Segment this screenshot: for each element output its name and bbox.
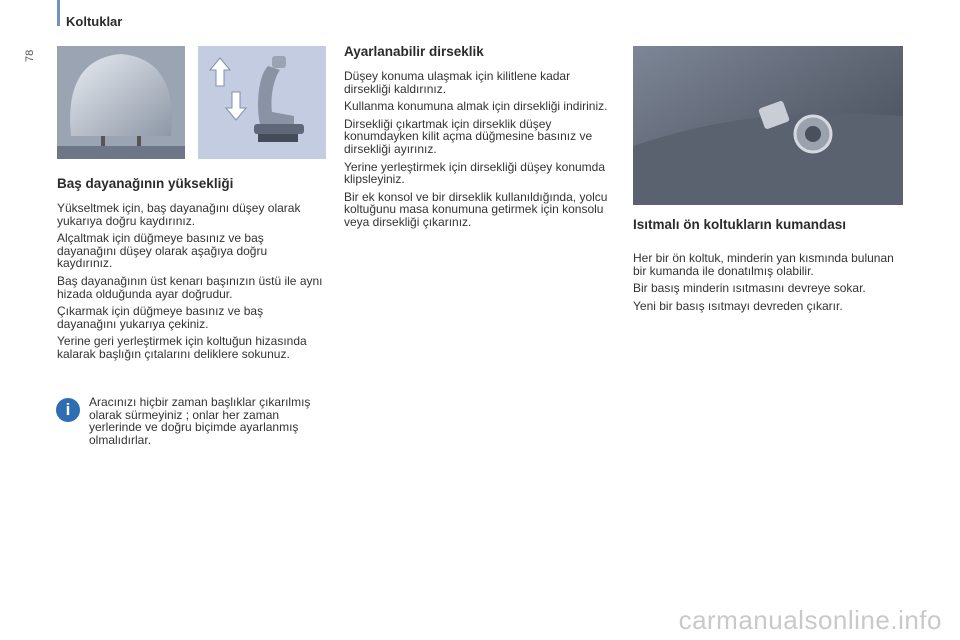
heating-heading: Isıtmalı ön koltukların kumandası [633,217,847,232]
paragraph: Kullanma konumuna almak için dirsekliği indiriniz. [344,99,608,114]
headrest-text [57,202,325,366]
headrest-illustration [57,46,185,159]
information-icon: i [56,398,80,422]
headrest-heading: Baş dayanağının yüksekliği [57,176,234,191]
headrest-figure [57,46,185,159]
paragraph: Dirsekliği çıkartmak için dirseklik düşey konumdayken kilit açma düğmesine basınız ve dirsekliği ayırınız. [344,116,593,156]
page-number: 78 [24,49,36,62]
paragraph: Çıkarmak için düğmeye basınız ve baş dayanağını yukarıya çekiniz. [57,304,264,331]
paragraph: Düşey konuma ulaşmak için kilitlene kadar dirsekliği kaldırınız. [344,69,571,96]
paragraph: Bir ek konsol ve bir dirseklik kullanıldığında, yolcu koltuğunu masa konumuna getirmek için konsolu veya dirsekliği çıkarınız. [344,189,608,229]
paragraph: Yerine geri yerleştirmek için koltuğun hizasında kalarak başlığın çıtalarını deliklere sokunuz. [57,334,307,361]
heated-seat-control-figure [633,46,903,205]
heating-text [633,252,903,317]
seat-adjust-illustration [198,46,326,159]
paragraph: Baş dayanağının üst kenarı başınızın üstü ile aynı hizada olduğunda ayar doğrudur. [57,273,323,301]
section-title: Koltuklar [66,14,123,29]
paragraph: Bir basış minderin ısıtmasını devreye sokar. [633,281,866,296]
armrest-heading: Ayarlanabilir dirseklik [344,44,484,59]
headrest-warning: Aracınızı hiçbir zaman başlıklar çıkarılmış olarak sürmeyiniz ; onlar her zaman yerlerinde ve doğru biçimde ayarlanmış olmalıdırlar. [89,395,311,447]
watermark: carmanualsonline.info [678,605,942,635]
paragraph: Alçaltmak için düğmeye basınız ve baş dayanağını düşey olarak aşağıya doğru kaydırınız. [57,231,268,271]
paragraph: Yeni bir basış ısıtmayı devreden çıkarır. [633,298,843,313]
paragraph: Yükseltmek için, baş dayanağını düşey olarak yukarıya doğru kaydırınız. [57,201,301,228]
section-marker [57,0,60,26]
seat-adjust-figure [198,46,326,159]
paragraph: Her bir ön koltuk, minderin yan kısmında bulunan bir kumanda ile donatılmış olabilir. [633,251,894,278]
paragraph: Yerine yerleştirmek için dirsekliği düşey konumda klipsleyiniz. [344,159,606,187]
heated-seat-illustration [633,46,903,205]
armrest-text [344,70,619,234]
